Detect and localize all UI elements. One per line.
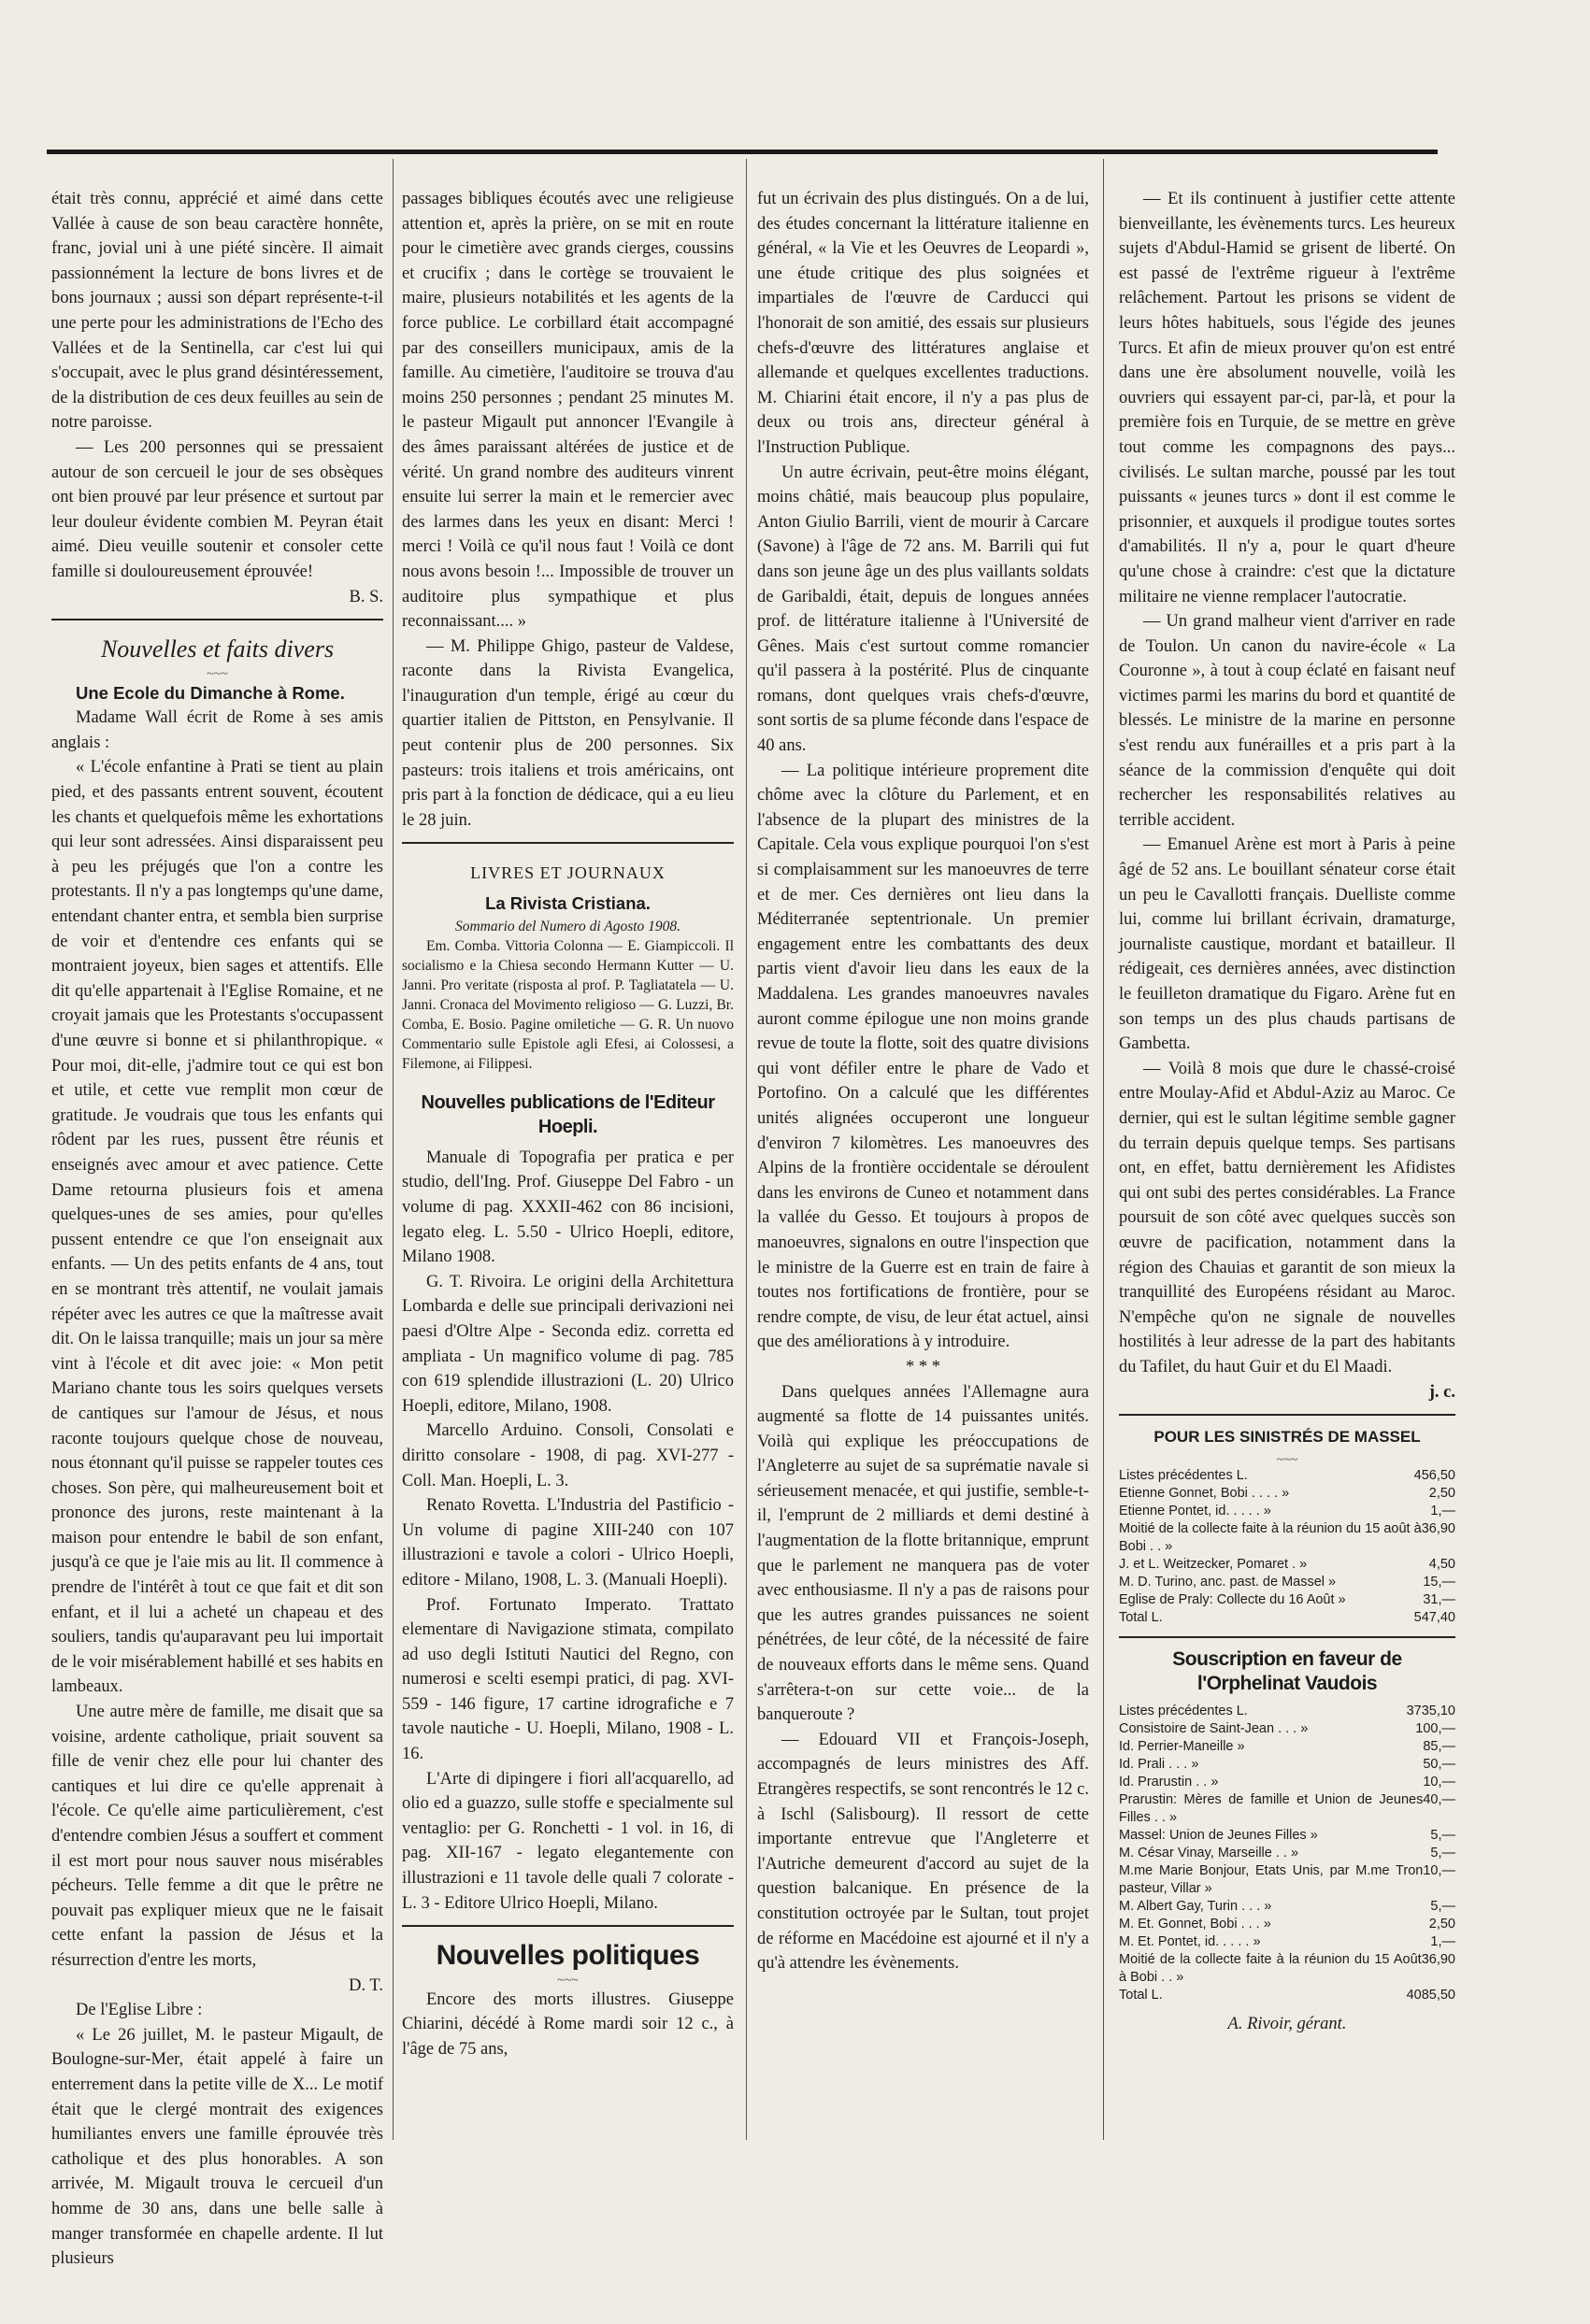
section-title: Nouvelles et faits divers [100, 635, 335, 663]
donation-label: M. Et. Pontet, id. . . . . » [1119, 1933, 1261, 1949]
donation-amount: 547,40 [1413, 1609, 1455, 1625]
paragraph: — Emanuel Arène est mort à Paris à peine âgé de 52 ans. Le bouillant sénateur corse était un peu le Cavallotti français. Duelliste comme lui, comme lui brillant écrivain, dramaturge, journaliste caustique, mordant et batailleur. Il rédigeait, ces dernières années, avec distinction le feuilleton dramatique du Figaro. Arène fut en son temps un des plus chauds partisans de Gambetta. [1119, 835, 1455, 1054]
donation-amount: 4085,50 [1406, 1987, 1455, 2003]
paragraph: Madame Wall écrit de Rome à ses amis anglais : [51, 708, 383, 752]
column-divider [1103, 159, 1104, 2140]
donation-label: M. César Vinay, Marseille . . » [1119, 1845, 1299, 1861]
paragraph: — Voilà 8 mois que dure le chassé-croisé entre Moulay-Afid et Abdul-Aziz au Maroc. Ce dernier, qui est le sultan légitime semble gagner du terrain depuis quelque temps. Ses partisans ont, en effet, battu dernièrement les Afidistes qui ont subi des pertes considérables. La France poursuit de son côté avec quelques succès son œuvre de pacification, notamment dans la région des Chauias et garantit de son mieux la tranquillité des Européens résidant au Maroc. N'empêche qu'on ne signale de nouvelles hostilités à leur adresse de la part des habitants du Tafilet, du haut Guir et du El Maadi. [1119, 1059, 1455, 1376]
section-rule [1119, 1414, 1455, 1416]
donation-row [1119, 1827, 1455, 1845]
section-rule [1119, 1636, 1455, 1638]
donation-amount: 1,— [1430, 1503, 1455, 1518]
subscription-title: Souscription en faveur de l'Orphelinat Vaudois [1172, 1647, 1402, 1695]
donation-list [1119, 1703, 1455, 2004]
donation-amount: 5,— [1430, 1845, 1455, 1861]
signature: j. c. [1428, 1382, 1455, 1402]
donation-row [1119, 1520, 1455, 1556]
donation-label: Id. Prali . . . » [1119, 1756, 1199, 1772]
donation-row [1119, 1556, 1455, 1574]
donation-label: Total L. [1119, 1609, 1163, 1625]
donation-amount: 10,— [1423, 1862, 1455, 1878]
donation-row [1119, 1467, 1455, 1485]
donation-row [1119, 1703, 1455, 1720]
manager-signature: A. Rivoir, gérant. [1227, 2014, 1347, 2033]
donation-amount: 5,— [1430, 1827, 1455, 1843]
paragraph: De l'Eglise Libre : [76, 2001, 203, 2020]
donation-row [1119, 1756, 1455, 1774]
donation-label: Massel: Union de Jeunes Filles » [1119, 1827, 1318, 1843]
donation-label: Consistoire de Saint-Jean . . . » [1119, 1720, 1309, 1736]
section-title: LIVRES ET JOURNAUX [470, 863, 666, 883]
article-heading: Une Ecole du Dimanche à Rome. [76, 682, 345, 703]
paragraph: Une autre mère de famille, me disait que sa voisine, ardente catholique, priait souvent sa fille de venir chez elle pour lui chanter des cantiques et lui dire ce qu'elle apprenait à l'école. Ce qu'elle aime particulièrement, c'est d'entendre combien Jésus a souffert et comment il est mort pour nous sauver nous misérables pécheurs. Telle femme a dit que le prêtre ne pouvait pas expliquer mieux que ne le faisait cette enfant la passion de Jésus et la résurrection d'entre les morts, [51, 1703, 383, 1970]
donation-row [1119, 1574, 1455, 1591]
donation-label: Moitié de la collecte faite à la réunion du 15 Août à Bobi . . » [1119, 1951, 1422, 1985]
paragraph: Dans quelques années l'Allemagne aura augmenté sa flotte de 14 puissantes unités. Voilà qui explique les préoccupations de l'Angleterre au sujet de sa suprématie navale si sérieusement menacée, et qui justifie, semble-t-il, l'emprunt de 2 milliards et demi destiné à l'augmentation de la flotte britannique, emprunt que le parlement ne manquera pas de voter avec enthousiasme. Il n'y a pas de raisons pour que les autres grandes puissances ne soient pénétrées, de leur côté, de la nécessité de faire de nouveaux efforts dans le même sens. Quand s'arrêtera-t-on sur cette voie... de la banqueroute ? [757, 1382, 1089, 1725]
donation-label: Eglise de Praly: Collecte du 16 Août » [1119, 1591, 1346, 1607]
section-rule [51, 619, 383, 620]
donation-label: Id. Prarustin . . » [1119, 1774, 1219, 1789]
donation-label: Moitié de la collecte faite à la réunion du 15 août à Bobi . . » [1119, 1520, 1422, 1554]
paragraph: « L'école enfantine à Prati se tient au plain pied, et des passants entrent souvent, écoutent les chants et quelquefois même les exhortations qui leur sont adressées. Ainsi disparaissent peu à peu les préjugés que l'on a contre les protestants. Il n'y a pas longtemps qu'une dame, entendant chanter entra, et sembla bien surprise de voir et d'entendre ces enfants qui se montraient joyeux, bien sages et attentifs. Elle dit qu'elle appartenait à l'Eglise Romaine, et ne croyait jamais que les Protestants s'occupassent d'une œuvre si bonne et si philanthropique. « Pour moi, dit-elle, j'admire tout ce qui est bon et utile, et cette vue remplit mon cœur de gratitude. Je voudrais que tous les enfants qui rôdent par les rues, pussent être réunis et enseignés avec amour et avec patience. Cette Dame retourna plusieurs fois et amena quelques-unes de ses amies, pour qu'elles pussent entendre ce que l'on enseignait aux enfants. — Un des petits enfants de 4 ans, tout en se montrant très attentif, ne voulait jamais répéter avec les autres ce que la maîtresse avait dit. On le laissa tranquille; mais un jour sa mère vint à l'école et dit avec joie: « Mon petit Mariano chante tous les soirs quelques versets de cantiques sur l'amour de Jésus, et nous raconte toujours quelque chose de nouveau, nous étonnant qu'il puisse se rappeler toutes ces choses. Son père, qui malheureusement boit et prononce des jurons, reste maintenant à la maison pour entendre le babil de son enfant, jusqu'à ce que je l'aie mis au lit. Il commence à prendre de l'intérêt à tout ce que fait et dit son enfant, et il lui a acheté un chapeau et des souliers, tandis qu'auparavant peu lui importait de le voir misérablement habillé et ses habits en lambeaux. [51, 758, 383, 1697]
column-3 [757, 187, 1089, 1976]
paragraph: Un autre écrivain, peut-être moins élégant, moins châtié, mais beaucoup plus populaire, Anton Giulio Barrili, vient de mourir à Carcare (Savone) à l'âge de 72 ans. M. Barrili qui fut dans son jeune âge un des plus vaillants soldats de Garibaldi, était, depuis de longues années prof. de littérature italienne à l'Université de Gênes. Mais c'est surtout comme romancier qu'il passera à la postérité. Plus de cinquante romans, dont quelques vrais chefs-d'œuvre, sont sortis de sa plume féconde dans l'espace de 40 ans. [757, 463, 1089, 756]
donation-amount: 10,— [1423, 1774, 1455, 1789]
donation-row [1119, 1916, 1455, 1933]
donation-amount: 4,50 [1428, 1556, 1455, 1572]
book-entry: Prof. Fortunato Imperato. Trattato elementare di Navigazione stimata, compilato ad uso degli Istituti Nautici del Regno, con numerosi e scelti esempi pratici, di pag. XVI-559 - 146 figure, 17 cartine idrografiche e 7 tavole nautiche - U. Hoepli, Milano, 1908 - L. 16. [402, 1595, 734, 1764]
donation-label: Etienne Gonnet, Bobi . . . . » [1119, 1485, 1290, 1501]
column-4 [1119, 187, 1455, 2036]
paragraph: fut un écrivain des plus distingués. On a de lui, des études concernant la littérature italienne en général, « la Vie et les Oeuvres de Leopardi », une étude critique des plus soignées et impartiales de l'œuvre de Carducci qui l'honorait de son amitié, des essais sur plusieurs chefs-d'œuvre des littératures anglaise et allemande et quelques excellentes traductions. M. Chiarini était encore, il n'y a pas plus de deux ou trois ans, directeur général à l'Instruction Publique. [757, 190, 1089, 457]
review-title: La Rivista Cristiana. [485, 893, 651, 914]
donation-amount: 1,— [1430, 1933, 1455, 1949]
book-entry: G. T. Rivoira. Le origini della Architettura Lombarda e delle sue principali derivazioni nei paesi d'Oltre Alpe - Seconda ediz. corretta ed ampliata - Un magnifico volume di pag. 785 con 619 splendide illustrazioni (L. 20) Ulrico Hoepli, editore, Milano, 1908. [402, 1272, 734, 1416]
donation-label: M. Albert Gay, Turin . . . » [1119, 1898, 1272, 1914]
column-divider [746, 159, 747, 2140]
donation-amount: 36,90 [1421, 1520, 1455, 1536]
donation-label: J. et L. Weitzecker, Pomaret . » [1119, 1556, 1308, 1572]
donation-amount: 2,50 [1428, 1916, 1455, 1932]
donation-row [1119, 1774, 1455, 1791]
column-2 [402, 187, 734, 2062]
donation-label: Listes précédentes L. [1119, 1467, 1248, 1483]
donation-amount: 85,— [1423, 1738, 1455, 1754]
column-1 [51, 187, 383, 2272]
section-title: Nouvelles publications de l'Editeur Hoepli. [421, 1091, 715, 1138]
paragraph: passages bibliques écoutés avec une religieuse attention et, après la prière, on se mit en route pour le cimetière avec grands cierges, coussins et crucifix ; dans le cortège se trouvaient le maire, plusieurs notabilités et les agents de la force publice. Le corbillard était accompagné par des conseillers municipaux, amis de la famille. Au cimetière, l'auditoire se trouva d'au moins 250 personnes ; pendant 25 minutes M. le pasteur Migault put annoncer l'Evangile à des âmes paraissant altérées de justice et de vérité. Un grand nombre des auditeurs vinrent ensuite lui serrer la main et le remercier avec des larmes dans les yeux en disant: Merci ! merci ! Voilà ce qu'il nous faut ! Voilà ce dont nous avons besoin !... Impossible de trouver un auditoire plus sympathique et plus reconnaissant.... » [402, 190, 734, 632]
donation-row [1119, 1609, 1455, 1627]
donation-amount: 100,— [1415, 1720, 1455, 1736]
donation-row [1119, 1845, 1455, 1862]
donation-amount: 31,— [1423, 1591, 1455, 1607]
section-rule [402, 1925, 734, 1927]
paragraph: — La politique intérieure proprement dite chôme avec la clôture du Parlement, et en l'absence de la plupart des ministres de la Capitale. Cela vous explique pourquoi l'on s'est si complaisamment sur les manoeuvres de terre et de mer. Ces dernières ont lieu dans la Méditerranée septentrionale. Un premier engagement entre les combattants des deux partis vient d'avoir lieu dans les eaux de la Maddalena. Les grandes manoeuvres navales auront comme épilogue une non moins grande revue de toute la flotte, soit des quatre divisions qui vont défiler entre le phare de Vado et Portofino. On a calculé que les différentes unités alignées occuperont une longueur d'environ 7 kilomètres. Les manoeuvres des Alpins de la frontière occidentale se déroulent dans les environs de Cuneo et notamment dans la vallée du Gesso. Et toujours à propos de manoeuvres, signalons en outre l'inspection que le ministre de la Guerre est en train de faire à toutes nos fortifications de frontière, pour se rendre compte, de visu, de leur état actuel, ainsi que des améliorations à y introduire. [757, 761, 1089, 1352]
paragraph: « Le 26 juillet, M. le pasteur Migault, de Boulogne-sur-Mer, était appelé à faire un enterrement dans la petite ville de X... Le motif était que le clergé montrait des exigences humiliantes envers une famille éprouvée très catholique et des plus honorables. A son arrivée, M. Migault trouva le cercueil d'un homme de 30 ans, dans une belle salle à manger transformée en chapelle ardente. Il lut plusieurs [51, 2025, 383, 2269]
subscription-title: POUR LES SINISTRÉS DE MASSEL [1153, 1428, 1421, 1447]
donation-label: Prarustin: Mères de famille et Union de Jeunes Filles . . » [1119, 1791, 1424, 1825]
donation-label: Id. Perrier-Maneille » [1119, 1738, 1245, 1754]
ornament: ~~~ [207, 666, 228, 681]
donation-row [1119, 1738, 1455, 1756]
donation-row [1119, 1898, 1455, 1916]
donation-row [1119, 1791, 1455, 1827]
ornament: ~~~ [1276, 1452, 1298, 1467]
donation-row [1119, 1933, 1455, 1951]
donation-row [1119, 1591, 1455, 1609]
signature: B. S. [349, 587, 383, 606]
donation-amount: 456,50 [1413, 1467, 1455, 1483]
donation-label: M.me Marie Bonjour, Etats Unis, par M.me Tron pasteur, Villar » [1119, 1862, 1424, 1896]
review-subtitle: Sommario del Numero di Agosto 1908. [454, 918, 681, 934]
review-summary: Em. Comba. Vittoria Colonna — E. Giampiccoli. Il socialismo e la Chiesa secondo Hermann Kutter — U. Janni. Pro veritate (risposta al prof. P. Tagliatatela — U. Janni. Cronaca del Movimento religioso — G. Luzzi, Br. Comba, E. Bosio. Pagine omiletiche — G. R. Un nuovo Commentario sulle Epistole agli Efesi, ai Colossesi, a Filemone, ai Filippesi. [402, 937, 734, 1072]
book-entry: Manuale di Topografia per pratica e per studio, dell'Ing. Prof. Giuseppe Del Fabro - un volume di pag. XXXII-462 con 86 incisioni, legato eleg. L. 5.50 - Ulrico Hoepli, editore, Milano 1908. [402, 1148, 734, 1267]
section-rule [402, 842, 734, 844]
donation-amount: 5,— [1430, 1898, 1455, 1914]
paragraph: — Un grand malheur vient d'arriver en rade de Toulon. Un canon du navire-école « La Couronne », à tout à coup éclaté en faisant neuf victimes parmi les marins du bord et quantité de blessés. Le ministre de la marine en personne s'est rendu aux funérailles et a pris part à la séance de la commission d'enquête qui doit rechercher les responsabilités relatives au terrible accident. [1119, 612, 1455, 830]
book-entry: L'Arte di dipingere i fiori all'acquarello, ad olio ed a guazzo, sulle stoffe e specialmente sul ventaglio: per G. Ronchetti - 1 vol. in 16, di pag. XII-167 - legato elegantemente con illustrazioni e 11 tavole delle quali 7 colorate - L. 3 - Editore Ulrico Hoepli, Milano. [402, 1769, 734, 1913]
column-divider [393, 159, 394, 2140]
donation-label: Listes précédentes L. [1119, 1703, 1248, 1718]
donation-amount: 36,90 [1421, 1951, 1455, 1967]
paragraph: Encore des morts illustres. Giuseppe Chiarini, décédé à Rome mardi soir 12 c., à l'âge de 75 ans, [402, 1989, 734, 2059]
donation-row [1119, 1951, 1455, 1987]
donation-row [1119, 1987, 1455, 2004]
ornament: ~~~ [557, 1973, 579, 1988]
section-title: Nouvelles politiques [436, 1940, 700, 1972]
donation-label: M. D. Turino, anc. past. de Massel » [1119, 1574, 1337, 1590]
donation-row [1119, 1862, 1455, 1898]
donation-row [1119, 1485, 1455, 1503]
donation-amount: 15,— [1423, 1574, 1455, 1590]
paragraph: — Et ils continuent à justifier cette attente bienveillante, les évènements turcs. Les heureux sujets d'Abdul-Hamid se grisent de liberté. On est passé de l'extrême rigueur à l'extrême relâchement. Partout les prisons se vident de leurs hôtes habituels, sous l'égide des jeunes Turcs. Et afin de mieux prouver qu'on est entré dans une ère absolument nouvelle, voilà les ouvriers qui essayent par-ci, par-là, et pour la première fois en Turquie, de se mettre en grève tout comme les compagnons des pays... civilisés. Le sultan marche, poussé par les tout puissants « jeunes turcs » dont il est comme le prisonnier, et auxquels il prodigue toutes sortes d'amabilités. Il n'y a, pour le quart d'heure qu'une chose à craindre: c'est que la dictature militaire ne vienne remplacer l'autocratie. [1119, 190, 1455, 606]
book-entry: Marcello Arduino. Consoli, Consolati e diritto consolare - 1908, di pag. XVI-277 - Coll. Man. Hoepli, L. 3. [402, 1421, 734, 1490]
donation-amount: 50,— [1423, 1756, 1455, 1772]
signature: D. T. [349, 1975, 383, 1995]
donation-row [1119, 1503, 1455, 1520]
donation-label: Total L. [1119, 1987, 1163, 2003]
donation-row [1119, 1720, 1455, 1738]
book-entry: Renato Rovetta. L'Industria del Pastificio - Un volume di pagine XIII-240 con 107 illustrazioni e tavole a colori - Ulrico Hoepli, editore - Milano, 1908, L. 3. (Manuali Hoepli). [402, 1496, 734, 1590]
donation-label: M. Et. Gonnet, Bobi . . . » [1119, 1916, 1271, 1932]
separator-stars: * * * [906, 1357, 940, 1376]
paragraph: — Les 200 personnes qui se pressaient autour de son cercueil le jour de ses obsèques ont bien prouvé par leur présence et surtout par leur douleur évidente combien M. Peyran était aimé. Dieu veuille soutenir et consoler cette famille si douloureusement éprouvée! [51, 437, 383, 581]
paragraph: — Edouard VII et François-Joseph, accompagnés de leurs ministres des Aff. Etrangères respectifs, se sont rencontrés le 12 c. à Ischl (Salisbourg). Il ressort de cette importante entrevue que l'Angleterre et l'Autriche demeurent d'accord au sujet de la question balcanique. En présence de la constitution octroyée par le Sultan, tout projet de réforme en Macédoine est ajourné et il n'y a qu'à attendre les évènements. [757, 1730, 1089, 1974]
donation-amount: 3735,10 [1406, 1703, 1455, 1718]
top-rule [47, 150, 1438, 154]
donation-amount: 40,— [1423, 1791, 1455, 1807]
paragraph: était très connu, apprécié et aimé dans cette Vallée à cause de son beau caractère honnête, franc, jovial uni à une piété sincère. Il aimait passionnément la lecture de bons livres et de bons journaux ; aussi son départ représente-t-il une perte pour les administrations de l'Echo des Vallées et de la Sentinella, car c'est lui qui s'occupait, avec le plus grand désintéressement, de la distribution de ces deux feuilles au sein de notre paroisse. [51, 190, 383, 433]
paragraph: — M. Philippe Ghigo, pasteur de Valdese, raconte dans la Rivista Evangelica, l'inauguration d'un temple, érigé au cœur du quartier italien de Pittston, en Pensylvanie. Il peut contenir plus de 200 personnes. Six pasteurs: trois italiens et trois américains, ont pris part à la fonction de dédicace, qui a eu lieu le 28 juin. [402, 636, 734, 830]
donation-amount: 2,50 [1428, 1485, 1455, 1501]
donation-list [1119, 1467, 1455, 1627]
donation-label: Etienne Pontet, id. . . . . » [1119, 1503, 1271, 1518]
